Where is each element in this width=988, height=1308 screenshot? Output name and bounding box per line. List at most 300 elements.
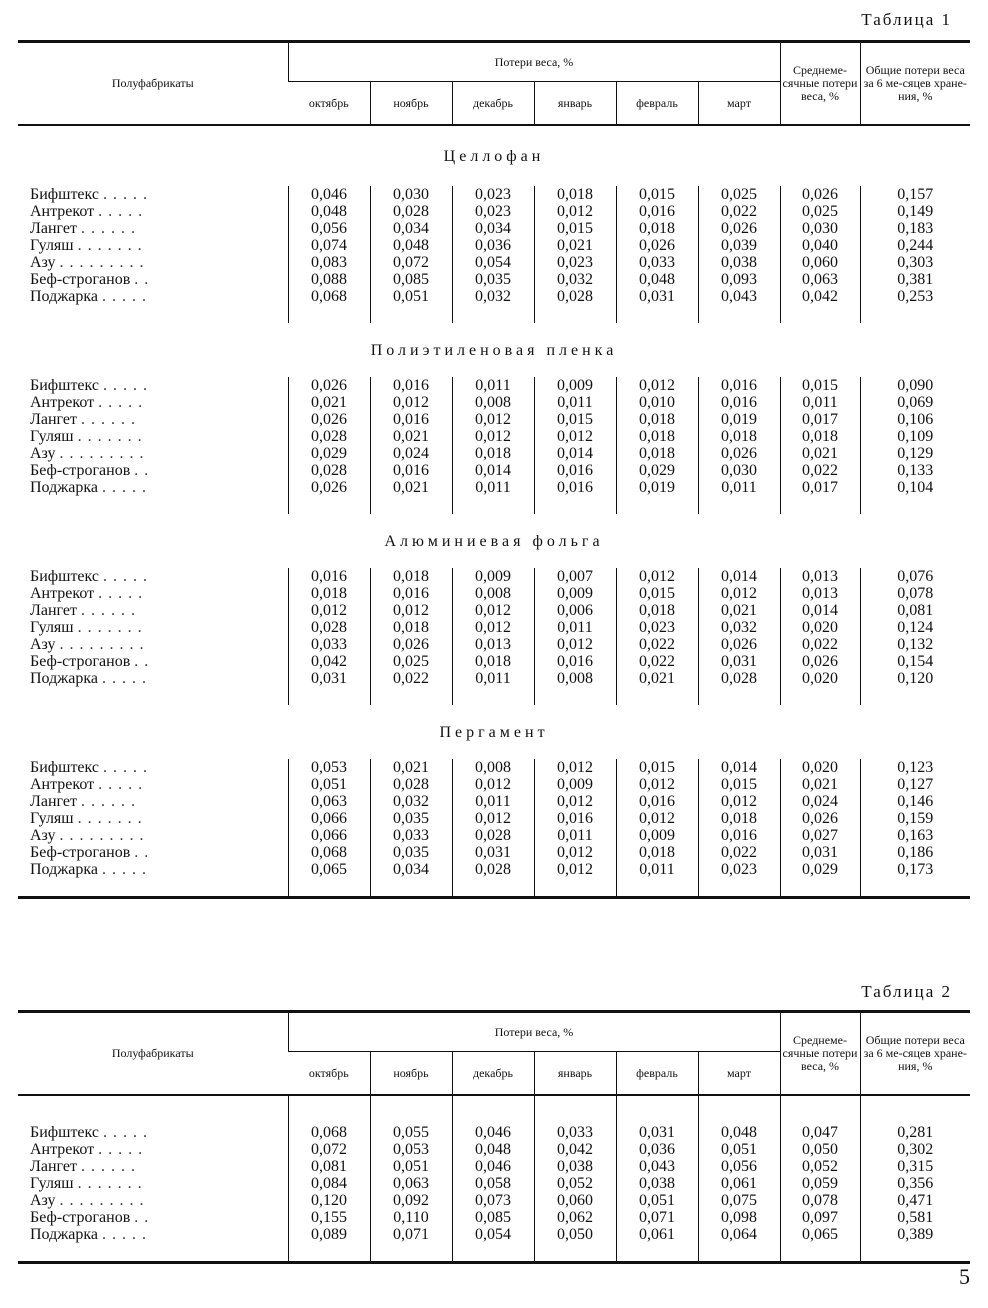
table-row [18, 810, 970, 827]
monthly-loss-cell: 0,060 [534, 1192, 616, 1209]
total-loss-cell: 0,090 [860, 377, 970, 394]
average-loss-cell: 0,059 [780, 1175, 860, 1192]
monthly-loss-cell: 0,054 [452, 254, 534, 271]
average-loss-cell: 0,063 [780, 271, 860, 288]
monthly-loss-cell: 0,018 [370, 568, 452, 585]
monthly-loss-cell: 0,028 [288, 619, 370, 636]
table-row [18, 861, 970, 878]
total-loss-cell: 0,253 [860, 288, 970, 305]
monthly-loss-cell: 0,033 [370, 827, 452, 844]
product-name: Поджарка [30, 1226, 102, 1243]
monthly-loss-cell: 0,018 [616, 220, 698, 237]
table-row [18, 377, 970, 394]
monthly-loss-cell: 0,015 [534, 411, 616, 428]
monthly-loss-cell: 0,033 [534, 1124, 616, 1141]
product-name-cell [18, 220, 288, 237]
table-row [18, 254, 970, 271]
monthly-loss-cell: 0,012 [534, 203, 616, 220]
monthly-loss-cell: 0,021 [370, 428, 452, 445]
month-header: октябрь [288, 82, 370, 126]
product-name: Лангет [30, 220, 81, 237]
table-row [18, 271, 970, 288]
monthly-loss-cell: 0,025 [370, 653, 452, 670]
monthly-loss-cell: 0,032 [370, 793, 452, 810]
page-number: 5 [959, 1264, 970, 1289]
monthly-loss-cell: 0,009 [534, 585, 616, 602]
monthly-loss-cell: 0,022 [698, 844, 780, 861]
total-loss-cell: 0,471 [860, 1192, 970, 1209]
average-loss-cell: 0,097 [780, 1209, 860, 1226]
monthly-loss-cell: 0,092 [370, 1192, 452, 1209]
leader-dots: .. [134, 844, 155, 861]
total-loss-cell: 0,381 [860, 271, 970, 288]
monthly-loss-cell: 0,063 [370, 1175, 452, 1192]
total-loss-cell: 0,078 [860, 585, 970, 602]
table-row [18, 220, 970, 237]
monthly-loss-cell: 0,007 [534, 568, 616, 585]
month-header: январь [534, 82, 616, 126]
product-name: Поджарка [30, 670, 102, 687]
monthly-loss-cell: 0,039 [698, 237, 780, 254]
month-header: декабрь [452, 1052, 534, 1096]
monthly-loss-cell: 0,075 [698, 1192, 780, 1209]
table-row [18, 1226, 970, 1243]
monthly-loss-cell: 0,016 [698, 377, 780, 394]
monthly-loss-cell: 0,072 [288, 1141, 370, 1158]
average-loss-cell: 0,040 [780, 237, 860, 254]
monthly-loss-cell: 0,015 [534, 220, 616, 237]
monthly-loss-cell: 0,048 [698, 1124, 780, 1141]
monthly-loss-cell: 0,011 [452, 793, 534, 810]
leader-dots: ......... [59, 827, 150, 844]
monthly-loss-cell: 0,016 [616, 793, 698, 810]
average-loss-cell: 0,029 [780, 861, 860, 878]
monthly-loss-cell: 0,028 [370, 776, 452, 793]
monthly-loss-cell: 0,051 [370, 1158, 452, 1175]
product-name-cell [18, 1124, 288, 1141]
monthly-loss-cell: 0,006 [534, 602, 616, 619]
total-loss-header: Общие потери веса за 6 ме-сяцев хране-ния, % [860, 1012, 970, 1096]
monthly-loss-cell: 0,068 [288, 1124, 370, 1141]
monthly-loss-cell: 0,021 [534, 237, 616, 254]
average-loss-cell: 0,018 [780, 428, 860, 445]
average-loss-cell: 0,065 [780, 1226, 860, 1243]
product-name: Беф-строганов [30, 844, 134, 861]
table-row [18, 776, 970, 793]
leader-dots: ..... [98, 776, 149, 793]
leader-dots: ..... [103, 1124, 154, 1141]
product-name: Гуляш [30, 810, 78, 827]
monthly-loss-cell: 0,023 [698, 861, 780, 878]
product-name: Антрекот [30, 203, 98, 220]
table-row [18, 844, 970, 861]
total-loss-cell: 0,081 [860, 602, 970, 619]
product-name: Азу [30, 1192, 60, 1209]
monthly-loss-cell: 0,012 [534, 636, 616, 653]
average-loss-cell: 0,026 [780, 186, 860, 203]
monthly-loss-cell: 0,012 [370, 602, 452, 619]
leader-dots: ..... [98, 585, 149, 602]
product-name-cell [18, 636, 288, 653]
leader-dots: ...... [80, 1158, 141, 1175]
average-loss-cell: 0,050 [780, 1141, 860, 1158]
total-loss-cell: 0,146 [860, 793, 970, 810]
monthly-loss-cell: 0,074 [288, 237, 370, 254]
average-loss-cell: 0,026 [780, 810, 860, 827]
monthly-loss-cell: 0,012 [698, 585, 780, 602]
monthly-loss-cell: 0,014 [698, 759, 780, 776]
leader-dots: ..... [103, 377, 154, 394]
table-row [18, 186, 970, 203]
monthly-loss-cell: 0,018 [616, 411, 698, 428]
monthly-loss-cell: 0,012 [452, 428, 534, 445]
table-row [18, 288, 970, 305]
average-loss-cell: 0,013 [780, 568, 860, 585]
leader-dots: .. [134, 462, 155, 479]
leader-dots: ......... [59, 1192, 150, 1209]
product-name-cell [18, 568, 288, 585]
monthly-loss-cell: 0,021 [698, 602, 780, 619]
monthly-loss-cell: 0,051 [370, 288, 452, 305]
total-loss-cell: 0,106 [860, 411, 970, 428]
product-name-cell [18, 411, 288, 428]
table-row [18, 759, 970, 776]
monthly-loss-cell: 0,011 [534, 619, 616, 636]
monthly-loss-cell: 0,048 [370, 237, 452, 254]
monthly-loss-cell: 0,056 [698, 1158, 780, 1175]
section-title: Целлофан [443, 147, 545, 165]
average-loss-cell: 0,013 [780, 585, 860, 602]
table-row [18, 479, 970, 496]
product-name-cell [18, 670, 288, 687]
section-title: Алюминиевая фольга [384, 532, 604, 550]
month-header: февраль [616, 82, 698, 126]
product-name-cell [18, 759, 288, 776]
monthly-loss-cell: 0,051 [698, 1141, 780, 1158]
monthly-loss-cell: 0,018 [616, 428, 698, 445]
monthly-loss-cell: 0,023 [452, 186, 534, 203]
table-1 [18, 40, 970, 899]
total-loss-cell: 0,154 [860, 653, 970, 670]
leader-dots: ...... [80, 602, 141, 619]
leader-dots: .. [134, 271, 155, 288]
total-loss-header: Общие потери веса за 6 ме-сяцев хране-ния, % [860, 42, 970, 126]
table-row [18, 636, 970, 653]
monthly-loss-cell: 0,018 [452, 653, 534, 670]
leader-dots: ..... [102, 479, 153, 496]
monthly-loss-cell: 0,022 [698, 203, 780, 220]
monthly-loss-cell: 0,034 [370, 220, 452, 237]
monthly-loss-cell: 0,009 [534, 776, 616, 793]
average-loss-cell: 0,015 [780, 377, 860, 394]
average-loss-cell: 0,024 [780, 793, 860, 810]
table-row [18, 619, 970, 636]
average-loss-cell: 0,017 [780, 411, 860, 428]
leader-dots: ..... [102, 1226, 153, 1243]
monthly-loss-cell: 0,085 [370, 271, 452, 288]
monthly-loss-cell: 0,012 [370, 394, 452, 411]
month-header: ноябрь [370, 1052, 452, 1096]
product-name: Бифштекс [30, 377, 103, 394]
monthly-loss-cell: 0,023 [616, 619, 698, 636]
table-row [18, 1209, 970, 1226]
total-loss-cell: 0,186 [860, 844, 970, 861]
product-name: Беф-строганов [30, 653, 134, 670]
product-name-cell [18, 602, 288, 619]
product-name: Антрекот [30, 585, 98, 602]
monthly-loss-cell: 0,035 [370, 810, 452, 827]
product-name-cell [18, 479, 288, 496]
leader-dots: ...... [80, 411, 141, 428]
product-column-header: Полуфабрикаты [18, 1012, 288, 1096]
total-loss-cell: 0,076 [860, 568, 970, 585]
monthly-loss-cell: 0,016 [534, 462, 616, 479]
monthly-loss-cell: 0,055 [370, 1124, 452, 1141]
monthly-loss-cell: 0,016 [534, 653, 616, 670]
monthly-loss-cell: 0,035 [452, 271, 534, 288]
total-loss-cell: 0,173 [860, 861, 970, 878]
monthly-loss-cell: 0,011 [616, 861, 698, 878]
product-name-cell [18, 1192, 288, 1209]
table-row [18, 568, 970, 585]
monthly-loss-cell: 0,014 [534, 445, 616, 462]
monthly-loss-cell: 0,155 [288, 1209, 370, 1226]
product-name: Поджарка [30, 861, 102, 878]
monthly-loss-cell: 0,012 [616, 377, 698, 394]
monthly-loss-cell: 0,011 [534, 394, 616, 411]
table-row [18, 1141, 970, 1158]
product-name-cell [18, 653, 288, 670]
monthly-loss-cell: 0,015 [698, 776, 780, 793]
product-name: Поджарка [30, 288, 102, 305]
average-loss-cell: 0,060 [780, 254, 860, 271]
monthly-loss-cell: 0,022 [616, 653, 698, 670]
average-loss-cell: 0,026 [780, 653, 860, 670]
monthly-loss-cell: 0,018 [616, 445, 698, 462]
table-row [18, 793, 970, 810]
monthly-loss-cell: 0,018 [452, 445, 534, 462]
total-loss-cell: 0,159 [860, 810, 970, 827]
total-loss-cell: 0,133 [860, 462, 970, 479]
product-name: Бифштекс [30, 1124, 103, 1141]
monthly-loss-cell: 0,012 [534, 844, 616, 861]
product-name-cell [18, 462, 288, 479]
monthly-loss-cell: 0,016 [698, 394, 780, 411]
monthly-loss-cell: 0,015 [616, 759, 698, 776]
average-loss-cell: 0,031 [780, 844, 860, 861]
monthly-loss-cell: 0,016 [370, 585, 452, 602]
leader-dots: ..... [103, 186, 154, 203]
monthly-loss-cell: 0,016 [616, 203, 698, 220]
monthly-loss-cell: 0,033 [616, 254, 698, 271]
month-header: февраль [616, 1052, 698, 1096]
monthly-loss-cell: 0,051 [616, 1192, 698, 1209]
total-loss-cell: 0,183 [860, 220, 970, 237]
monthly-loss-cell: 0,043 [616, 1158, 698, 1175]
monthly-loss-cell: 0,021 [288, 394, 370, 411]
total-loss-cell: 0,163 [860, 827, 970, 844]
monthly-loss-cell: 0,062 [534, 1209, 616, 1226]
average-loss-cell: 0,022 [780, 462, 860, 479]
monthly-loss-cell: 0,034 [370, 861, 452, 878]
monthly-loss-cell: 0,011 [452, 479, 534, 496]
product-name-cell [18, 810, 288, 827]
product-name: Бифштекс [30, 568, 103, 585]
monthly-loss-cell: 0,028 [288, 428, 370, 445]
product-name-cell [18, 288, 288, 305]
monthly-loss-cell: 0,016 [370, 411, 452, 428]
monthly-loss-cell: 0,032 [698, 619, 780, 636]
monthly-loss-cell: 0,019 [616, 479, 698, 496]
product-name-cell [18, 1226, 288, 1243]
monthly-loss-cell: 0,051 [288, 776, 370, 793]
monthly-loss-cell: 0,098 [698, 1209, 780, 1226]
monthly-loss-cell: 0,120 [288, 1192, 370, 1209]
monthly-loss-cell: 0,012 [534, 759, 616, 776]
table-row [18, 428, 970, 445]
month-header: март [698, 82, 780, 126]
monthly-loss-cell: 0,010 [616, 394, 698, 411]
monthly-loss-cell: 0,016 [534, 810, 616, 827]
total-loss-cell: 0,244 [860, 237, 970, 254]
total-loss-cell: 0,303 [860, 254, 970, 271]
total-loss-cell: 0,149 [860, 203, 970, 220]
leader-dots: .. [134, 653, 155, 670]
monthly-loss-cell: 0,012 [534, 793, 616, 810]
monthly-loss-cell: 0,011 [452, 670, 534, 687]
monthly-loss-cell: 0,066 [288, 810, 370, 827]
average-loss-cell: 0,021 [780, 776, 860, 793]
weight-loss-header: Потери веса, % [288, 1012, 780, 1052]
monthly-loss-cell: 0,012 [452, 810, 534, 827]
monthly-loss-cell: 0,030 [698, 462, 780, 479]
monthly-loss-cell: 0,023 [534, 254, 616, 271]
table-2-caption: Таблица 2 [861, 982, 952, 1001]
table-row [18, 1192, 970, 1209]
monthly-loss-cell: 0,028 [452, 861, 534, 878]
monthly-loss-cell: 0,061 [698, 1175, 780, 1192]
monthly-loss-cell: 0,031 [698, 653, 780, 670]
monthly-loss-cell: 0,065 [288, 861, 370, 878]
monthly-loss-cell: 0,011 [698, 479, 780, 496]
weight-loss-header: Потери веса, % [288, 42, 780, 82]
monthly-loss-cell: 0,038 [534, 1158, 616, 1175]
monthly-loss-cell: 0,033 [288, 636, 370, 653]
monthly-loss-cell: 0,012 [452, 411, 534, 428]
average-loss-cell: 0,052 [780, 1158, 860, 1175]
monthly-loss-cell: 0,028 [452, 827, 534, 844]
product-column-header: Полуфабрикаты [18, 42, 288, 126]
monthly-loss-cell: 0,018 [698, 428, 780, 445]
average-loss-cell: 0,022 [780, 636, 860, 653]
table-row [18, 653, 970, 670]
monthly-loss-cell: 0,068 [288, 844, 370, 861]
product-name-cell [18, 1209, 288, 1226]
monthly-loss-cell: 0,021 [616, 670, 698, 687]
monthly-loss-cell: 0,043 [698, 288, 780, 305]
total-loss-cell: 0,356 [860, 1175, 970, 1192]
average-loss-cell: 0,011 [780, 394, 860, 411]
leader-dots: ....... [77, 619, 148, 636]
month-header: октябрь [288, 1052, 370, 1096]
product-name-cell [18, 1175, 288, 1192]
monthly-loss-cell: 0,064 [698, 1226, 780, 1243]
monthly-loss-cell: 0,026 [288, 377, 370, 394]
section-title: Полиэтиленовая пленка [370, 341, 618, 359]
product-name: Лангет [30, 1158, 81, 1175]
average-loss-cell: 0,021 [780, 445, 860, 462]
monthly-loss-cell: 0,012 [452, 619, 534, 636]
leader-dots: ..... [103, 759, 154, 776]
table-2 [18, 1010, 970, 1264]
monthly-loss-cell: 0,071 [616, 1209, 698, 1226]
product-name-cell [18, 844, 288, 861]
monthly-loss-cell: 0,042 [534, 1141, 616, 1158]
product-name-cell [18, 428, 288, 445]
monthly-loss-cell: 0,026 [370, 636, 452, 653]
product-name-cell [18, 776, 288, 793]
product-name: Лангет [30, 602, 81, 619]
monthly-loss-cell: 0,034 [452, 220, 534, 237]
total-loss-cell: 0,127 [860, 776, 970, 793]
monthly-loss-cell: 0,048 [288, 203, 370, 220]
monthly-loss-cell: 0,058 [452, 1175, 534, 1192]
table-row [18, 237, 970, 254]
monthly-loss-cell: 0,030 [370, 186, 452, 203]
monthly-loss-cell: 0,012 [616, 810, 698, 827]
average-loss-cell: 0,027 [780, 827, 860, 844]
month-header: декабрь [452, 82, 534, 126]
monthly-loss-cell: 0,028 [288, 462, 370, 479]
product-name-cell [18, 827, 288, 844]
product-name-cell [18, 1141, 288, 1158]
leader-dots: ..... [102, 288, 153, 305]
average-loss-cell: 0,014 [780, 602, 860, 619]
monthly-loss-cell: 0,014 [452, 462, 534, 479]
monthly-loss-cell: 0,031 [616, 288, 698, 305]
monthly-loss-cell: 0,110 [370, 1209, 452, 1226]
product-name-cell [18, 585, 288, 602]
monthly-loss-cell: 0,031 [452, 844, 534, 861]
monthly-loss-cell: 0,013 [452, 636, 534, 653]
monthly-loss-cell: 0,088 [288, 271, 370, 288]
product-name: Лангет [30, 793, 81, 810]
monthly-loss-cell: 0,008 [452, 759, 534, 776]
product-name-cell [18, 619, 288, 636]
total-loss-cell: 0,132 [860, 636, 970, 653]
product-name: Бифштекс [30, 759, 103, 776]
monthly-loss-cell: 0,056 [288, 220, 370, 237]
monthly-loss-cell: 0,073 [452, 1192, 534, 1209]
leader-dots: ...... [80, 793, 141, 810]
leader-dots: ......... [59, 254, 150, 271]
monthly-loss-cell: 0,061 [616, 1226, 698, 1243]
monthly-loss-cell: 0,026 [698, 220, 780, 237]
monthly-loss-cell: 0,012 [452, 602, 534, 619]
monthly-loss-cell: 0,063 [288, 793, 370, 810]
average-loss-cell: 0,020 [780, 619, 860, 636]
monthly-loss-cell: 0,018 [616, 602, 698, 619]
product-name: Лангет [30, 411, 81, 428]
monthly-loss-cell: 0,012 [534, 428, 616, 445]
product-name: Беф-строганов [30, 462, 134, 479]
monthly-loss-cell: 0,071 [370, 1226, 452, 1243]
total-loss-cell: 0,104 [860, 479, 970, 496]
table-row [18, 1158, 970, 1175]
leader-dots: ....... [77, 810, 148, 827]
product-name-cell [18, 445, 288, 462]
monthly-loss-cell: 0,016 [534, 479, 616, 496]
